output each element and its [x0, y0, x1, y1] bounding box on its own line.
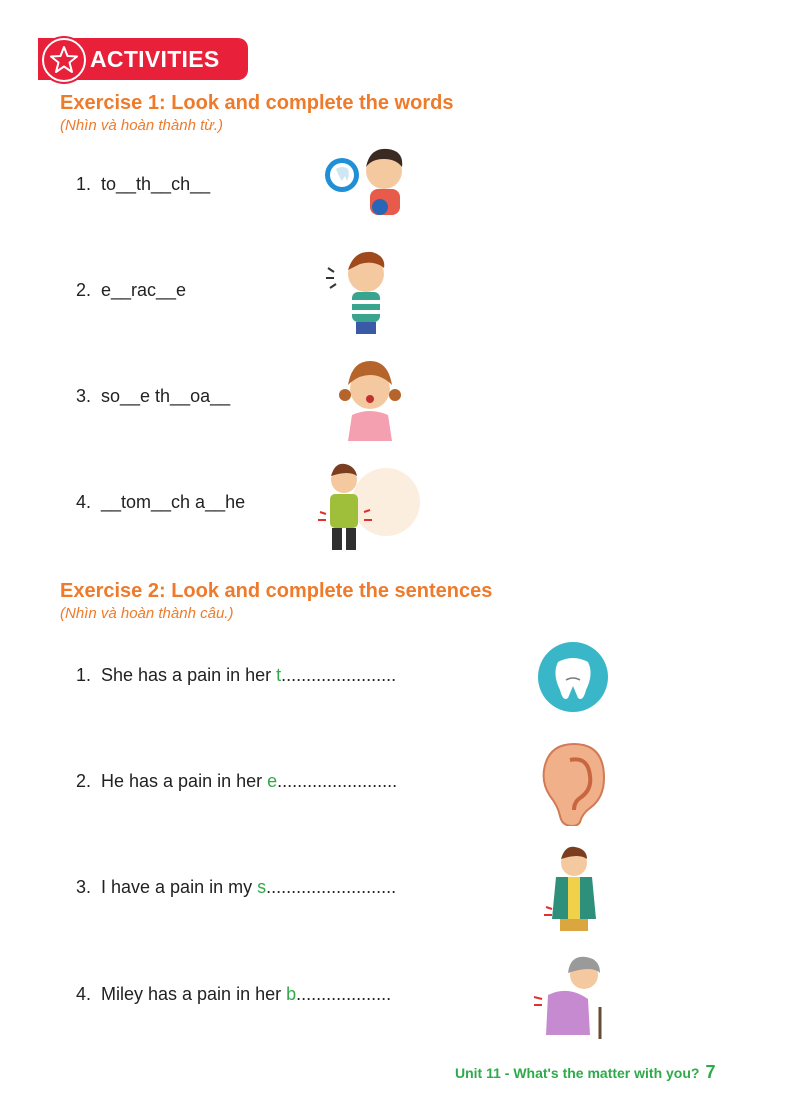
exercise2-item: 2. He has a pain in her e........................ — [76, 771, 398, 791]
stomachache-boy-illustration — [310, 462, 422, 554]
tooth-icon — [536, 640, 610, 714]
earache-boy-illustration — [322, 248, 402, 338]
ear-icon — [540, 740, 608, 826]
exercise2-item: 1. She has a pain in her t....................... — [76, 665, 397, 685]
exercise2-title: Exercise 2: Look and complete the sentences — [60, 580, 493, 602]
activities-banner — [38, 38, 248, 80]
exercise1-item: 3. so__e th__oa__ — [76, 386, 231, 406]
exercise1-item: 4. __tom__ch a__he — [76, 492, 246, 512]
exercise2-subtitle: (Nhìn và hoàn thành câu.) — [60, 605, 234, 622]
sore-throat-girl-illustration — [330, 355, 410, 445]
page-number: 7 — [705, 1062, 716, 1082]
exercise1-subtitle: (Nhìn và hoàn thành từ.) — [60, 117, 223, 134]
unit-title: Unit 11 - What's the matter with you? — [455, 1065, 700, 1081]
toothache-boy-illustration — [322, 145, 412, 225]
exercise1-item: 1. to__th__ch__ — [76, 174, 211, 194]
banner-title: ACTIVITIES — [90, 45, 220, 72]
stomachache-boy-green-jacket-illustration — [540, 845, 610, 937]
star-icon — [42, 38, 86, 82]
exercise2-item: 3. I have a pain in my s.......................... — [76, 877, 397, 897]
exercise2-item: 4. Miley has a pain in her b................... — [76, 984, 392, 1004]
page-footer — [455, 1062, 715, 1083]
grandmother-backache-illustration — [530, 955, 614, 1041]
exercise1-title: Exercise 1: Look and complete the words — [60, 92, 454, 114]
exercise1-item: 2. e__rac__e — [76, 280, 187, 300]
